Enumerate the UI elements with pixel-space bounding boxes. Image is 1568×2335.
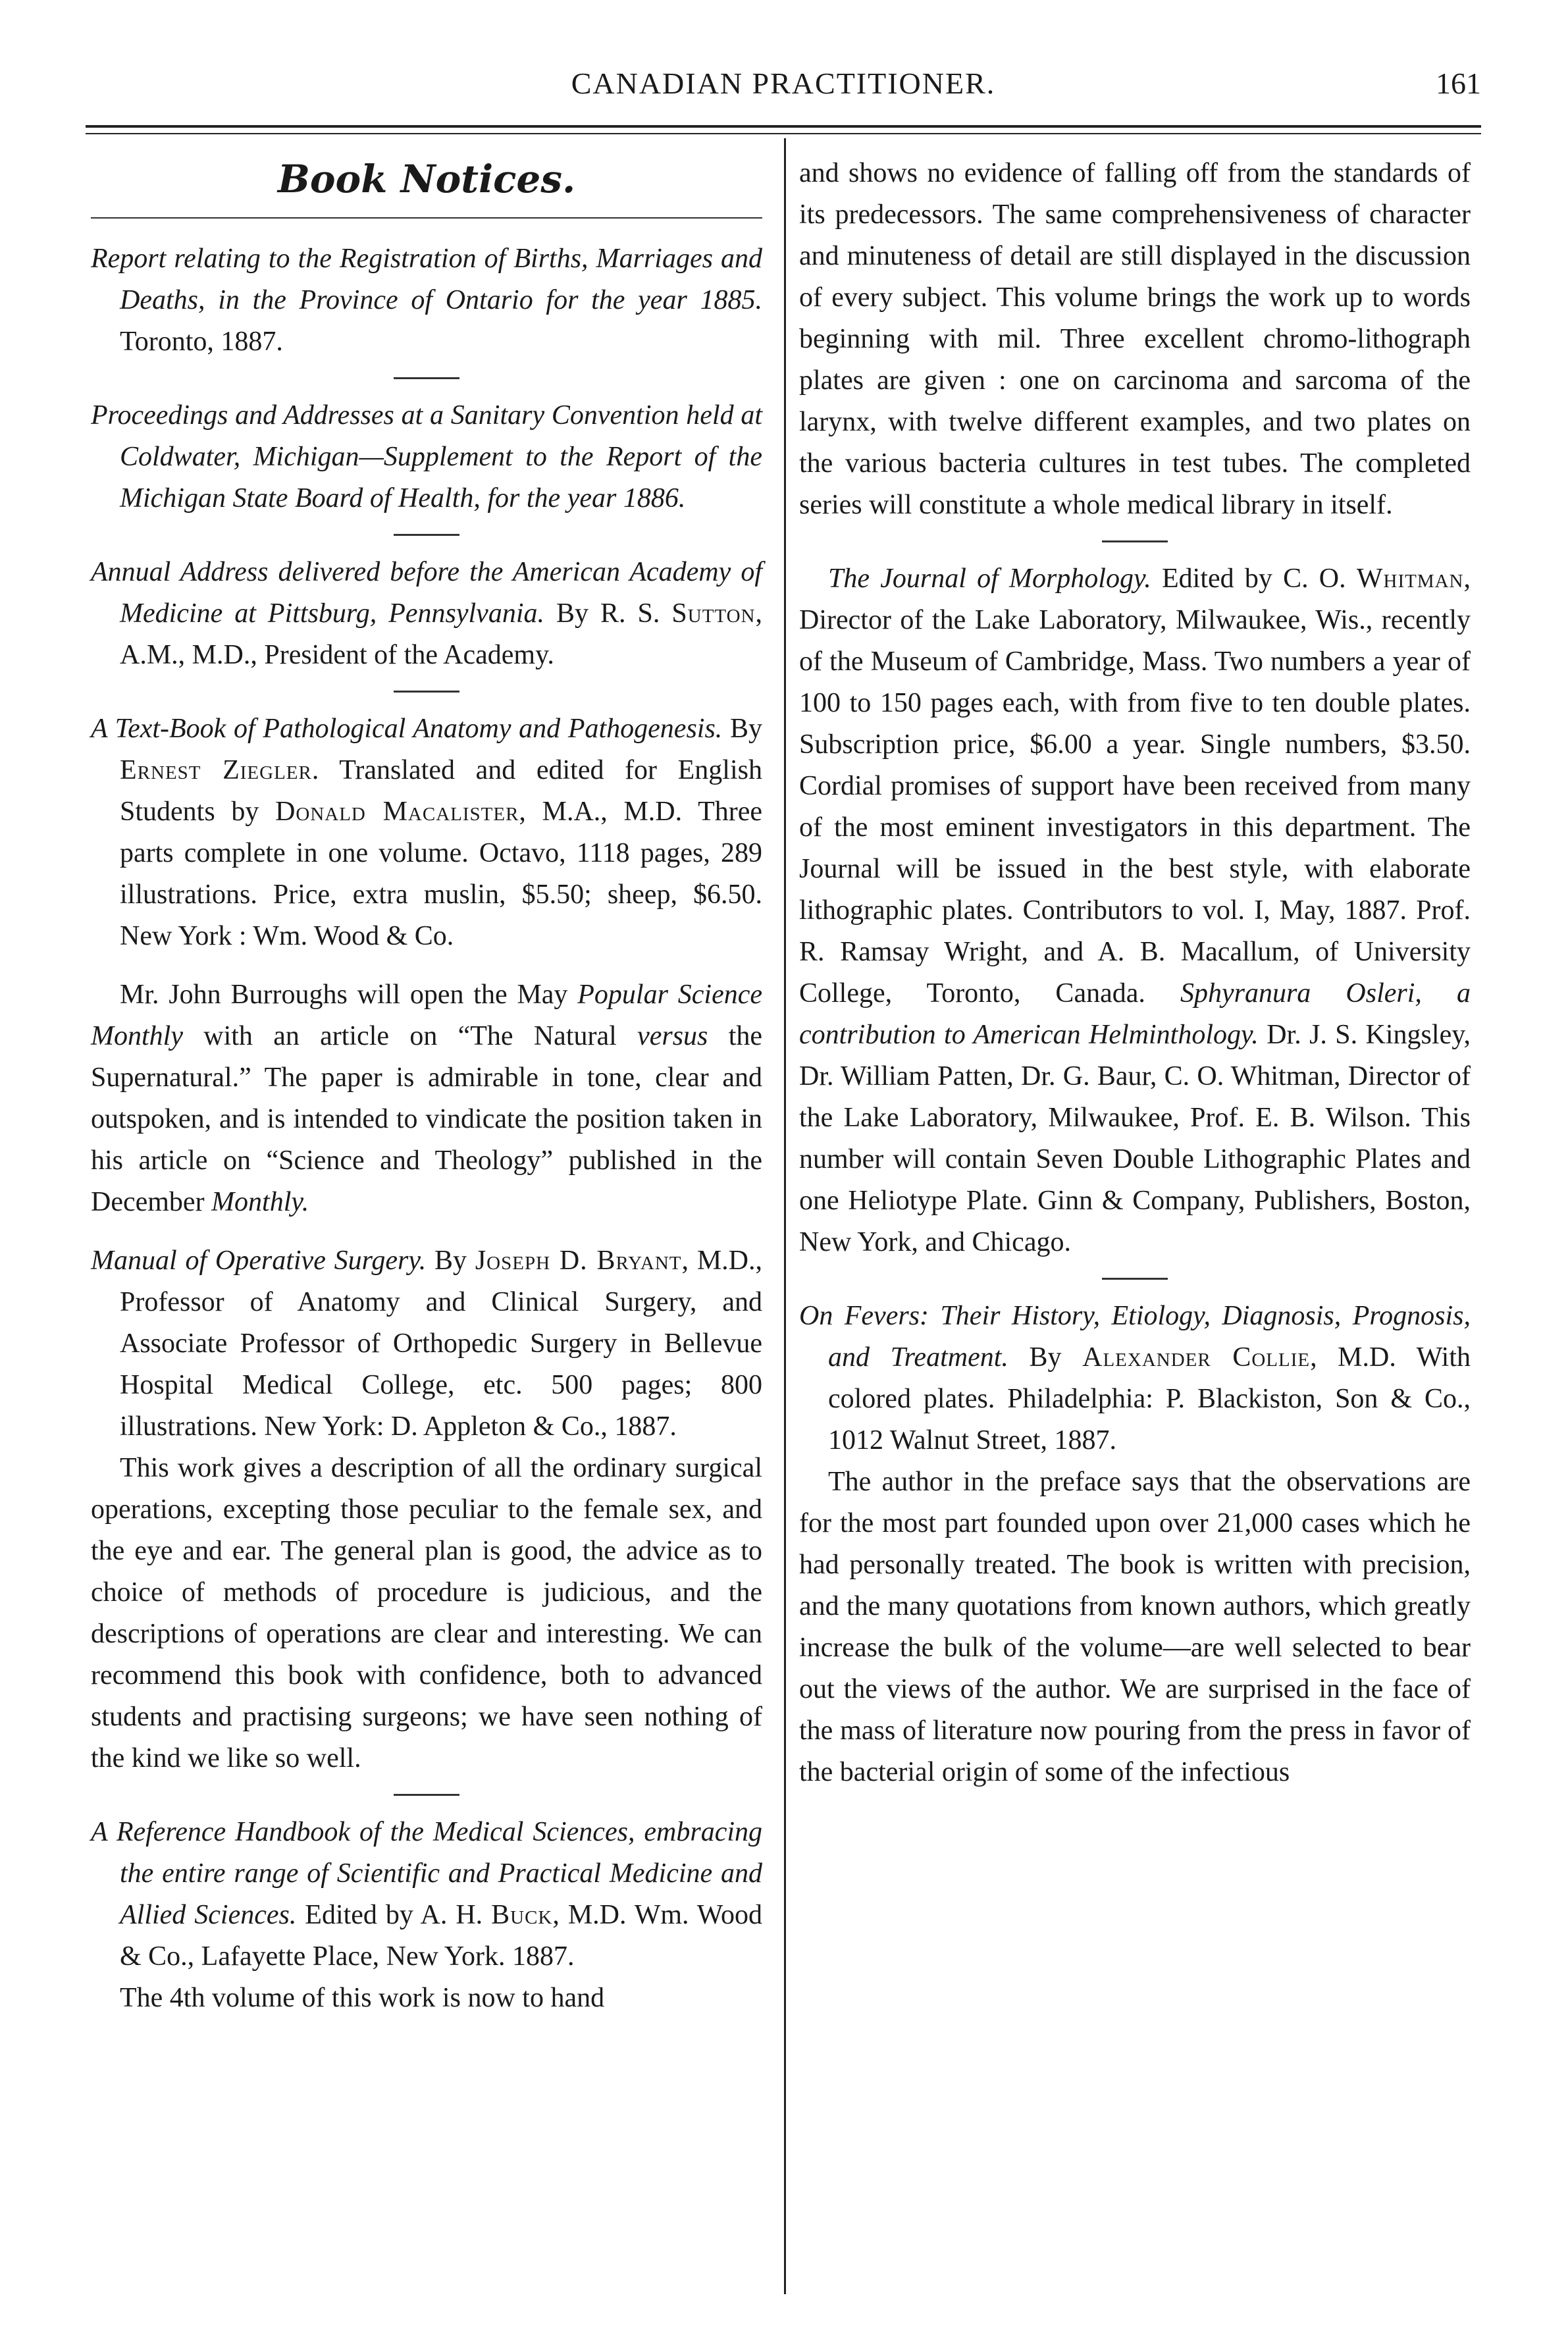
separator: [394, 691, 459, 693]
notice-pathological-anatomy: [91, 708, 762, 957]
notice-imprint: Toronto, 1887.: [120, 327, 283, 357]
notice-title: A Text-Book of Pathological Anatomy and Pathogenesis.: [91, 714, 723, 744]
journal-name: Popular Science Monthly: [91, 980, 762, 1051]
notice-by: By: [722, 714, 762, 744]
contribution-title: Sphyranura Osleri, a contribution to American Helminthology.: [799, 978, 1471, 1050]
notice-text: , Director of the Lake Laboratory, Milwaukee, Wis., recently of the Museum of Cambridge, Mass. Two numbers a year of 100 to 150 pages each, with from five to ten double plates. Subscription price, $6.00 a year. Single numbers, $3.50. Cordial promises of support have been received from many of the most eminent investigators in this department. The Journal will be issued in the best style, with elaborate lithographic plates. Contributors to vol. I, May, 1887. Prof. R. Ramsay Wright, and A. B. Macallum, of University College, Toronto, Canada.: [799, 564, 1471, 1009]
notice-imprint: , A.M., M.D., President of the Academy.: [120, 598, 762, 670]
review-on-fevers: The author in the preface says that the observations are for the most part founded upon over 21,000 cases which he had personally treated. The book is written with precision, and the many quotations from known authors, which greatly increase the bulk of the volume—are well selected to bear out the views of the author. We are surprised in the face of the mass of literature now pouring from the press in favor of the bacterial origin of some of the infectious: [799, 1467, 1471, 1787]
notice-journal-of-morphology: [799, 558, 1471, 1263]
notice-title: Proceedings and Addresses at a Sanitary Convention held at Coldwater, Michigan—Supplement to the Report of the Michigan State Board of Health, for the year 1886.: [91, 400, 762, 513]
notice-title: On Fevers: Their History, Etiology, Diagnosis, Prognosis, and Treatment.: [799, 1301, 1471, 1373]
notice-translated: . Translated and edited for English Students by: [120, 755, 762, 827]
notice-reference-handbook: [91, 1812, 762, 1978]
separator: [394, 534, 459, 536]
running-head: [86, 66, 1481, 112]
separator: [1102, 1278, 1168, 1280]
header-rule-thin: [86, 133, 1481, 134]
notice-imprint: , M.D., Professor of Anatomy and Clinical Surgery, and Associate Professor of Orthopedic Surgery in Bellevue Hospital Medical College, etc. 500 pages; 800 illustrations. New York: D. Appleton & Co., 1887.: [120, 1246, 762, 1442]
header-rule-thick: [86, 125, 1481, 128]
section-title-rule: [91, 217, 762, 219]
notice-title: Manual of Operative Surgery.: [91, 1246, 427, 1276]
right-column: [799, 153, 1471, 1793]
notice-imprint: , M.A., M.D. Three parts complete in one volume. Octavo, 1118 pages, 289 illustrations. Price, extra muslin, $5.50; sheep, $6.50. New York : Wm. Wood & Co.: [120, 797, 762, 951]
burroughs-paragraph: [91, 974, 762, 1223]
separator: [394, 1794, 459, 1796]
notice-by: Edited by A. H.: [296, 1900, 492, 1930]
notice-author: Whitman: [1356, 564, 1464, 594]
notice-author: Ernest Ziegler: [120, 755, 312, 785]
notice-imprint: , M.D. With colored plates. Philadelphia: P. Blackiston, Son & Co., 1012 Walnut Street, 1887.: [828, 1342, 1471, 1456]
notice-editor: Donald Macalister: [275, 797, 519, 827]
notice-title: A Reference Handbook of the Medical Sciences, embracing the entire range of Scientific and Practical Medicine and Allied Sciences.: [91, 1817, 762, 1930]
running-title: CANADIAN PRACTITIONER.: [571, 66, 996, 100]
burroughs-text: with an article on “The Natural: [182, 1021, 638, 1051]
monthly-word: Monthly.: [211, 1187, 309, 1217]
column-divider: [784, 138, 786, 2294]
notice-sanitary-convention: [91, 395, 762, 519]
page-number: 161: [1436, 66, 1481, 100]
notice-author: Alexander Collie: [1082, 1342, 1311, 1373]
burroughs-text: the Supernatural.” The paper is admirable in tone, clear and outspoken, and is intended to vindicate the position taken in his article on “Science and Theology” published in the December: [91, 1021, 763, 1217]
versus-word: versus: [637, 1021, 708, 1051]
section-title: Book Notices.: [277, 157, 576, 201]
burroughs-text: Mr. John Burroughs will open the May: [120, 980, 578, 1010]
notice-by: Edited by C. O.: [1151, 564, 1357, 594]
separator: [1102, 540, 1168, 542]
review-operative-surgery: This work gives a description of all the ordinary surgical operations, excepting those peculiar to the female sex, and the eye and ear. The general plan is good, the advice as to choice of methods of procedure is judicious, and the descriptions of operations are clear and interesting. We can recommend this book with confidence, both to advanced students and practising surgeons; we have seen nothing of the kind we like so well.: [91, 1453, 762, 1773]
separator: [394, 377, 459, 379]
notice-author: Joseph D. Bryant: [475, 1246, 682, 1276]
notice-births-marriages: [91, 238, 762, 363]
notice-annual-address: [91, 552, 762, 676]
review-reference-handbook-continued: and shows no evidence of falling off from the standards of its predecessors. The same comprehensiveness of character and minuteness of detail are still displayed in the discussion of every subject. This volume brings the work up to words beginning with mil. Three excellent chromo-lithograph plates are given : one on carcinoma and sarcoma of the larynx, with twelve different examples, and two plates on the various bacteria cultures in test tubes. The completed series will constitute a whole medical library in itself.: [799, 158, 1471, 520]
notice-by: By: [426, 1246, 475, 1276]
notice-by: By R. S.: [544, 598, 672, 629]
notice-text: Dr. J. S. Kingsley, Dr. William Patten, Dr. G. Baur, C. O. Whitman, Director of the Lake Laboratory, Milwaukee, Prof. E. B. Wilson. This number will contain Seven Double Lithographic Plates and one Heliotype Plate. Ginn & Company, Publishers, Boston, New York, and Chicago.: [799, 1020, 1471, 1257]
left-column: [91, 153, 762, 2019]
notice-title: Annual Address delivered before the American Academy of Medicine at Pittsburg, Pennsylvania.: [91, 557, 762, 629]
notice-imprint: , M.D. Wm. Wood & Co., Lafayette Place, New York. 1887.: [120, 1900, 762, 1972]
review-reference-handbook: The 4th volume of this work is now to hand: [120, 1983, 605, 2013]
notice-operative-surgery: [91, 1240, 762, 1448]
notice-by: By: [1008, 1342, 1083, 1373]
notice-on-fevers: [799, 1296, 1471, 1461]
notice-author: Sutton: [671, 598, 756, 629]
notice-title: Report relating to the Registration of Births, Marriages and Deaths, in the Province of Ontario for the year 1885.: [91, 244, 762, 315]
notice-title: The Journal of Morphology.: [828, 564, 1151, 594]
notice-author: Buck: [491, 1900, 553, 1930]
